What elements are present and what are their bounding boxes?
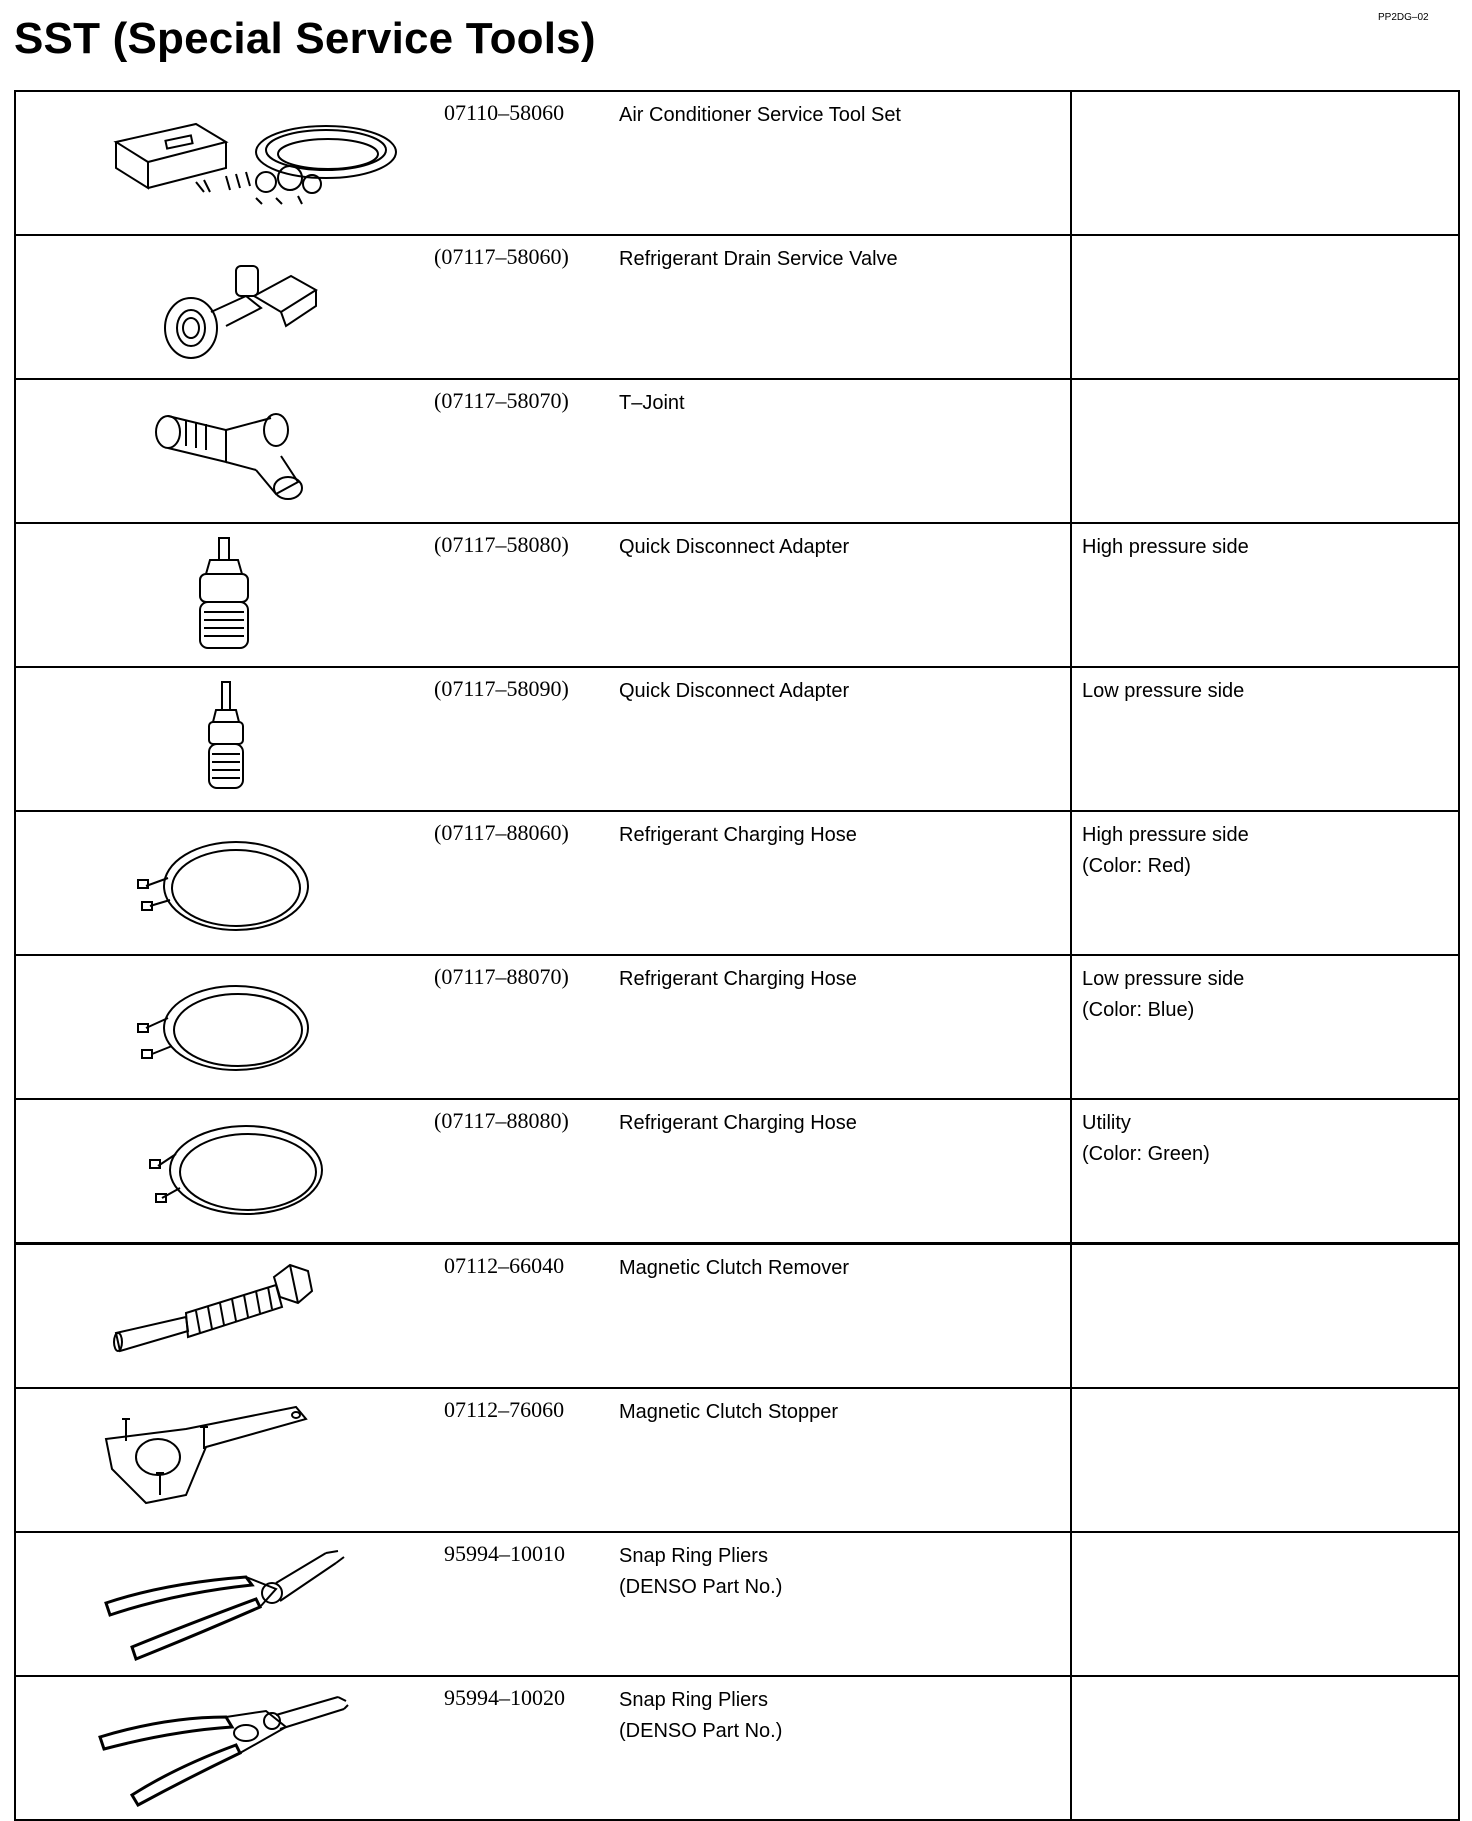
tool-cell [15,1244,1071,1389]
part-name [619,1541,782,1603]
part-number: (07117–88060) [434,820,569,845]
part-name [619,964,857,995]
table-row [15,811,1459,955]
note-line: Low pressure side [1082,968,1245,990]
table-row [15,955,1459,1099]
drain-service-valve-icon [76,246,416,370]
tool-cell [15,235,1071,379]
note-cell [1071,523,1459,667]
tool-cell [15,379,1071,523]
note-line-2: (Color: Red) [1082,855,1191,877]
part-name-line: Snap Ring Pliers [619,1545,768,1567]
part-name [619,388,685,419]
part-name-line: Refrigerant Charging Hose [619,968,857,990]
note-cell [1071,91,1459,235]
part-number: (07117–58070) [434,388,569,413]
note-cell [1071,235,1459,379]
part-number: 07112–76060 [444,1397,565,1422]
part-name-line: T–Joint [619,392,685,414]
table-row [15,667,1459,811]
tool-cell [15,955,1071,1099]
charging-hose-icon [76,966,416,1090]
note-cell [1071,1099,1459,1244]
part-name-line: Magnetic Clutch Remover [619,1257,850,1279]
table-row [15,1388,1459,1532]
table-row [15,1676,1459,1820]
clutch-stopper-icon [76,1399,416,1523]
sst-table [14,90,1460,1821]
part-name-line: Refrigerant Charging Hose [619,1112,857,1134]
note-cell [1071,379,1459,523]
document-code: PP2DG–02 [1378,12,1429,23]
part-number: 95994–10010 [444,1541,565,1566]
note-cell [1071,955,1459,1099]
note-line-2: (Color: Blue) [1082,999,1195,1021]
part-name [619,1685,782,1747]
part-number: 95994–10020 [444,1685,565,1710]
page-title: SST (Special Service Tools) [14,14,596,63]
part-name [619,820,857,851]
tool-cell [15,91,1071,235]
tool-cell [15,1532,1071,1676]
table-row [15,523,1459,667]
note-line: High pressure side [1082,536,1249,558]
tool-cell [15,811,1071,955]
part-number: (07117–58060) [434,244,569,269]
tool-cell [15,1099,1071,1244]
part-name-line: Quick Disconnect Adapter [619,680,850,702]
table-row [15,1099,1459,1244]
table-row [15,235,1459,379]
part-name-line: Magnetic Clutch Stopper [619,1401,839,1423]
quick-disconnect-adapter-icon [76,678,416,802]
tool-cell [15,1676,1071,1820]
note-cell [1071,1244,1459,1389]
table-row [15,1244,1459,1389]
tool-cell [15,667,1071,811]
part-number: 07112–66040 [444,1253,565,1278]
part-name-line-2: (DENSO Part No.) [619,1720,783,1742]
part-number: (07117–58080) [434,532,569,557]
note-cell [1071,811,1459,955]
part-name-line: Refrigerant Charging Hose [619,824,857,846]
part-number: (07117–58090) [434,676,569,701]
charging-hose-icon [76,1110,416,1234]
part-name-line: Refrigerant Drain Service Valve [619,248,898,270]
tool-cell [15,523,1071,667]
note-cell [1071,667,1459,811]
note-cell [1071,1676,1459,1820]
tool-cell [15,1388,1071,1532]
t-joint-icon [76,390,416,514]
part-name-line: Air Conditioner Service Tool Set [619,104,901,126]
part-name [619,1397,838,1428]
part-name [619,532,849,563]
table-row [15,91,1459,235]
clutch-remover-icon [76,1255,416,1379]
part-name-line: Snap Ring Pliers [619,1689,768,1711]
part-name [619,244,898,275]
part-number: (07117–88070) [434,964,569,989]
table-row [15,1532,1459,1676]
part-name [619,676,849,707]
part-number: 07110–58060 [444,100,565,125]
note-line: High pressure side [1082,824,1249,846]
note-line: Low pressure side [1082,680,1245,702]
part-name [619,1253,849,1284]
snap-ring-pliers-icon [76,1543,416,1667]
charging-hose-icon [76,822,416,946]
table-row [15,379,1459,523]
part-name-line: Quick Disconnect Adapter [619,536,850,558]
part-number: (07117–88080) [434,1108,569,1133]
snap-ring-pliers-icon [76,1687,416,1811]
note-line-2: (Color: Green) [1082,1143,1210,1165]
part-name [619,100,901,131]
ac-service-tool-set-icon [76,102,416,226]
note-line: Utility [1082,1112,1131,1134]
part-name-line-2: (DENSO Part No.) [619,1576,783,1598]
note-cell [1071,1532,1459,1676]
quick-disconnect-adapter-icon [76,534,416,658]
part-name [619,1108,857,1139]
note-cell [1071,1388,1459,1532]
